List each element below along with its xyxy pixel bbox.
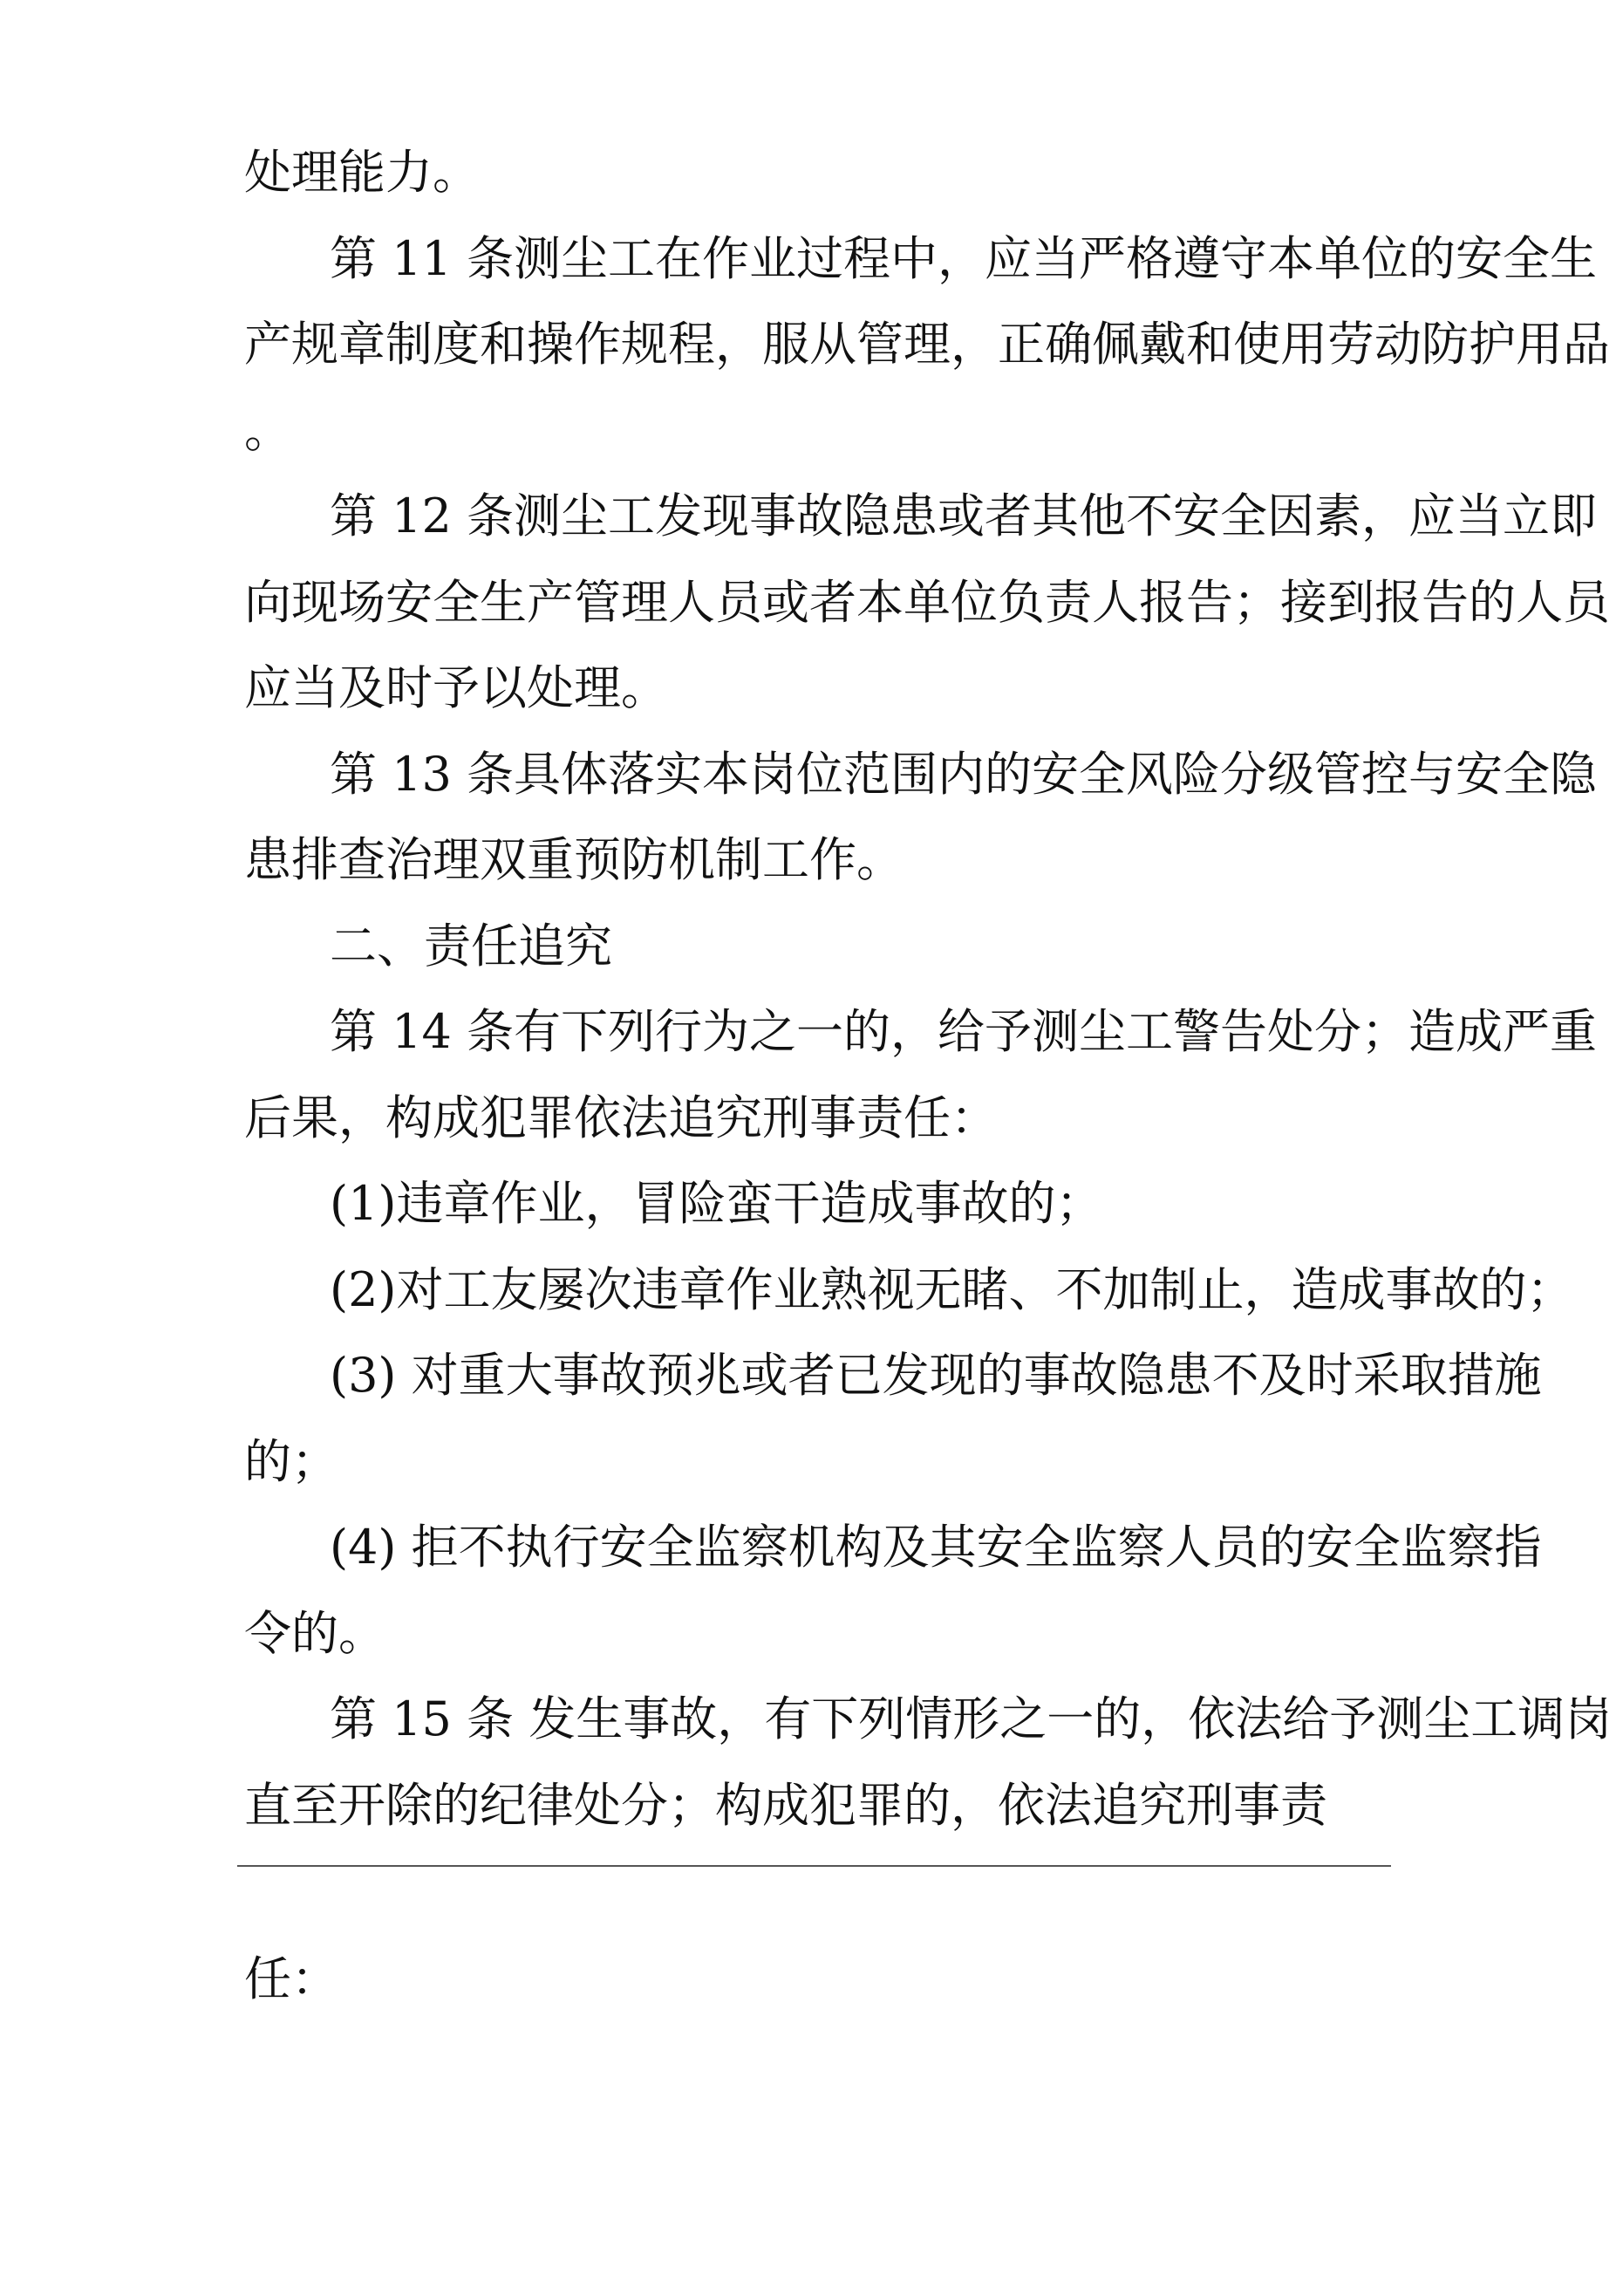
text-line: 患排查治理双重预防机制工作。 (244, 832, 904, 887)
text-line: 第 15 条 发生事故，有下列情形之一的，依法给予测尘工调岗 (330, 1691, 1613, 1746)
list-item: (2)对工友屡次违章作业熟视无睹、不加制止，造成事故的； (330, 1262, 1574, 1317)
list-item: (4) 拒不执行安全监察机构及其安全监察人员的安全监察指 (330, 1520, 1542, 1575)
text-line: 。 (244, 403, 291, 458)
list-item: (3) 对重大事故预兆或者已发现的事故隐患不及时采取措施 (330, 1348, 1542, 1403)
text-line: 令的。 (244, 1606, 385, 1661)
text-line: 第 11 条测尘工在作业过程中，应当严格遵守本单位的安全生 (330, 231, 1598, 286)
text-line: 产规章制度和操作规程，服从管理，正确佩戴和使用劳动防护用品 (244, 317, 1610, 372)
text-line: 第 13 条具体落实本岗位范围内的安全风险分级管控与安全隐 (330, 747, 1598, 802)
text-line: 第 12 条测尘工发现事故隐患或者其他不安全因素，应当立即 (330, 489, 1598, 543)
continuation-text: 任： (244, 1951, 338, 2006)
text-line: 的； (244, 1434, 338, 1489)
text-line: 向现场安全生产管理人员或者本单位负责人报告；接到报告的人员 (244, 575, 1610, 630)
text-line: 直至开除的纪律处分；构成犯罪的，依法追究刑事责 (244, 1778, 1327, 1833)
text-line: 处理能力。 (244, 145, 480, 200)
list-item: (1)违章作业，冒险蛮干造成事故的； (330, 1176, 1103, 1231)
page-break-rule (237, 1865, 1391, 1867)
text-line: 应当及时予以处理。 (244, 660, 668, 715)
text-line: 后果，构成犯罪依法追究刑事责任： (244, 1090, 998, 1145)
section-heading: 二、责任追究 (330, 919, 612, 974)
text-line: 第 14 条有下列行为之一的，给予测尘工警告处分；造成严重 (330, 1004, 1598, 1059)
